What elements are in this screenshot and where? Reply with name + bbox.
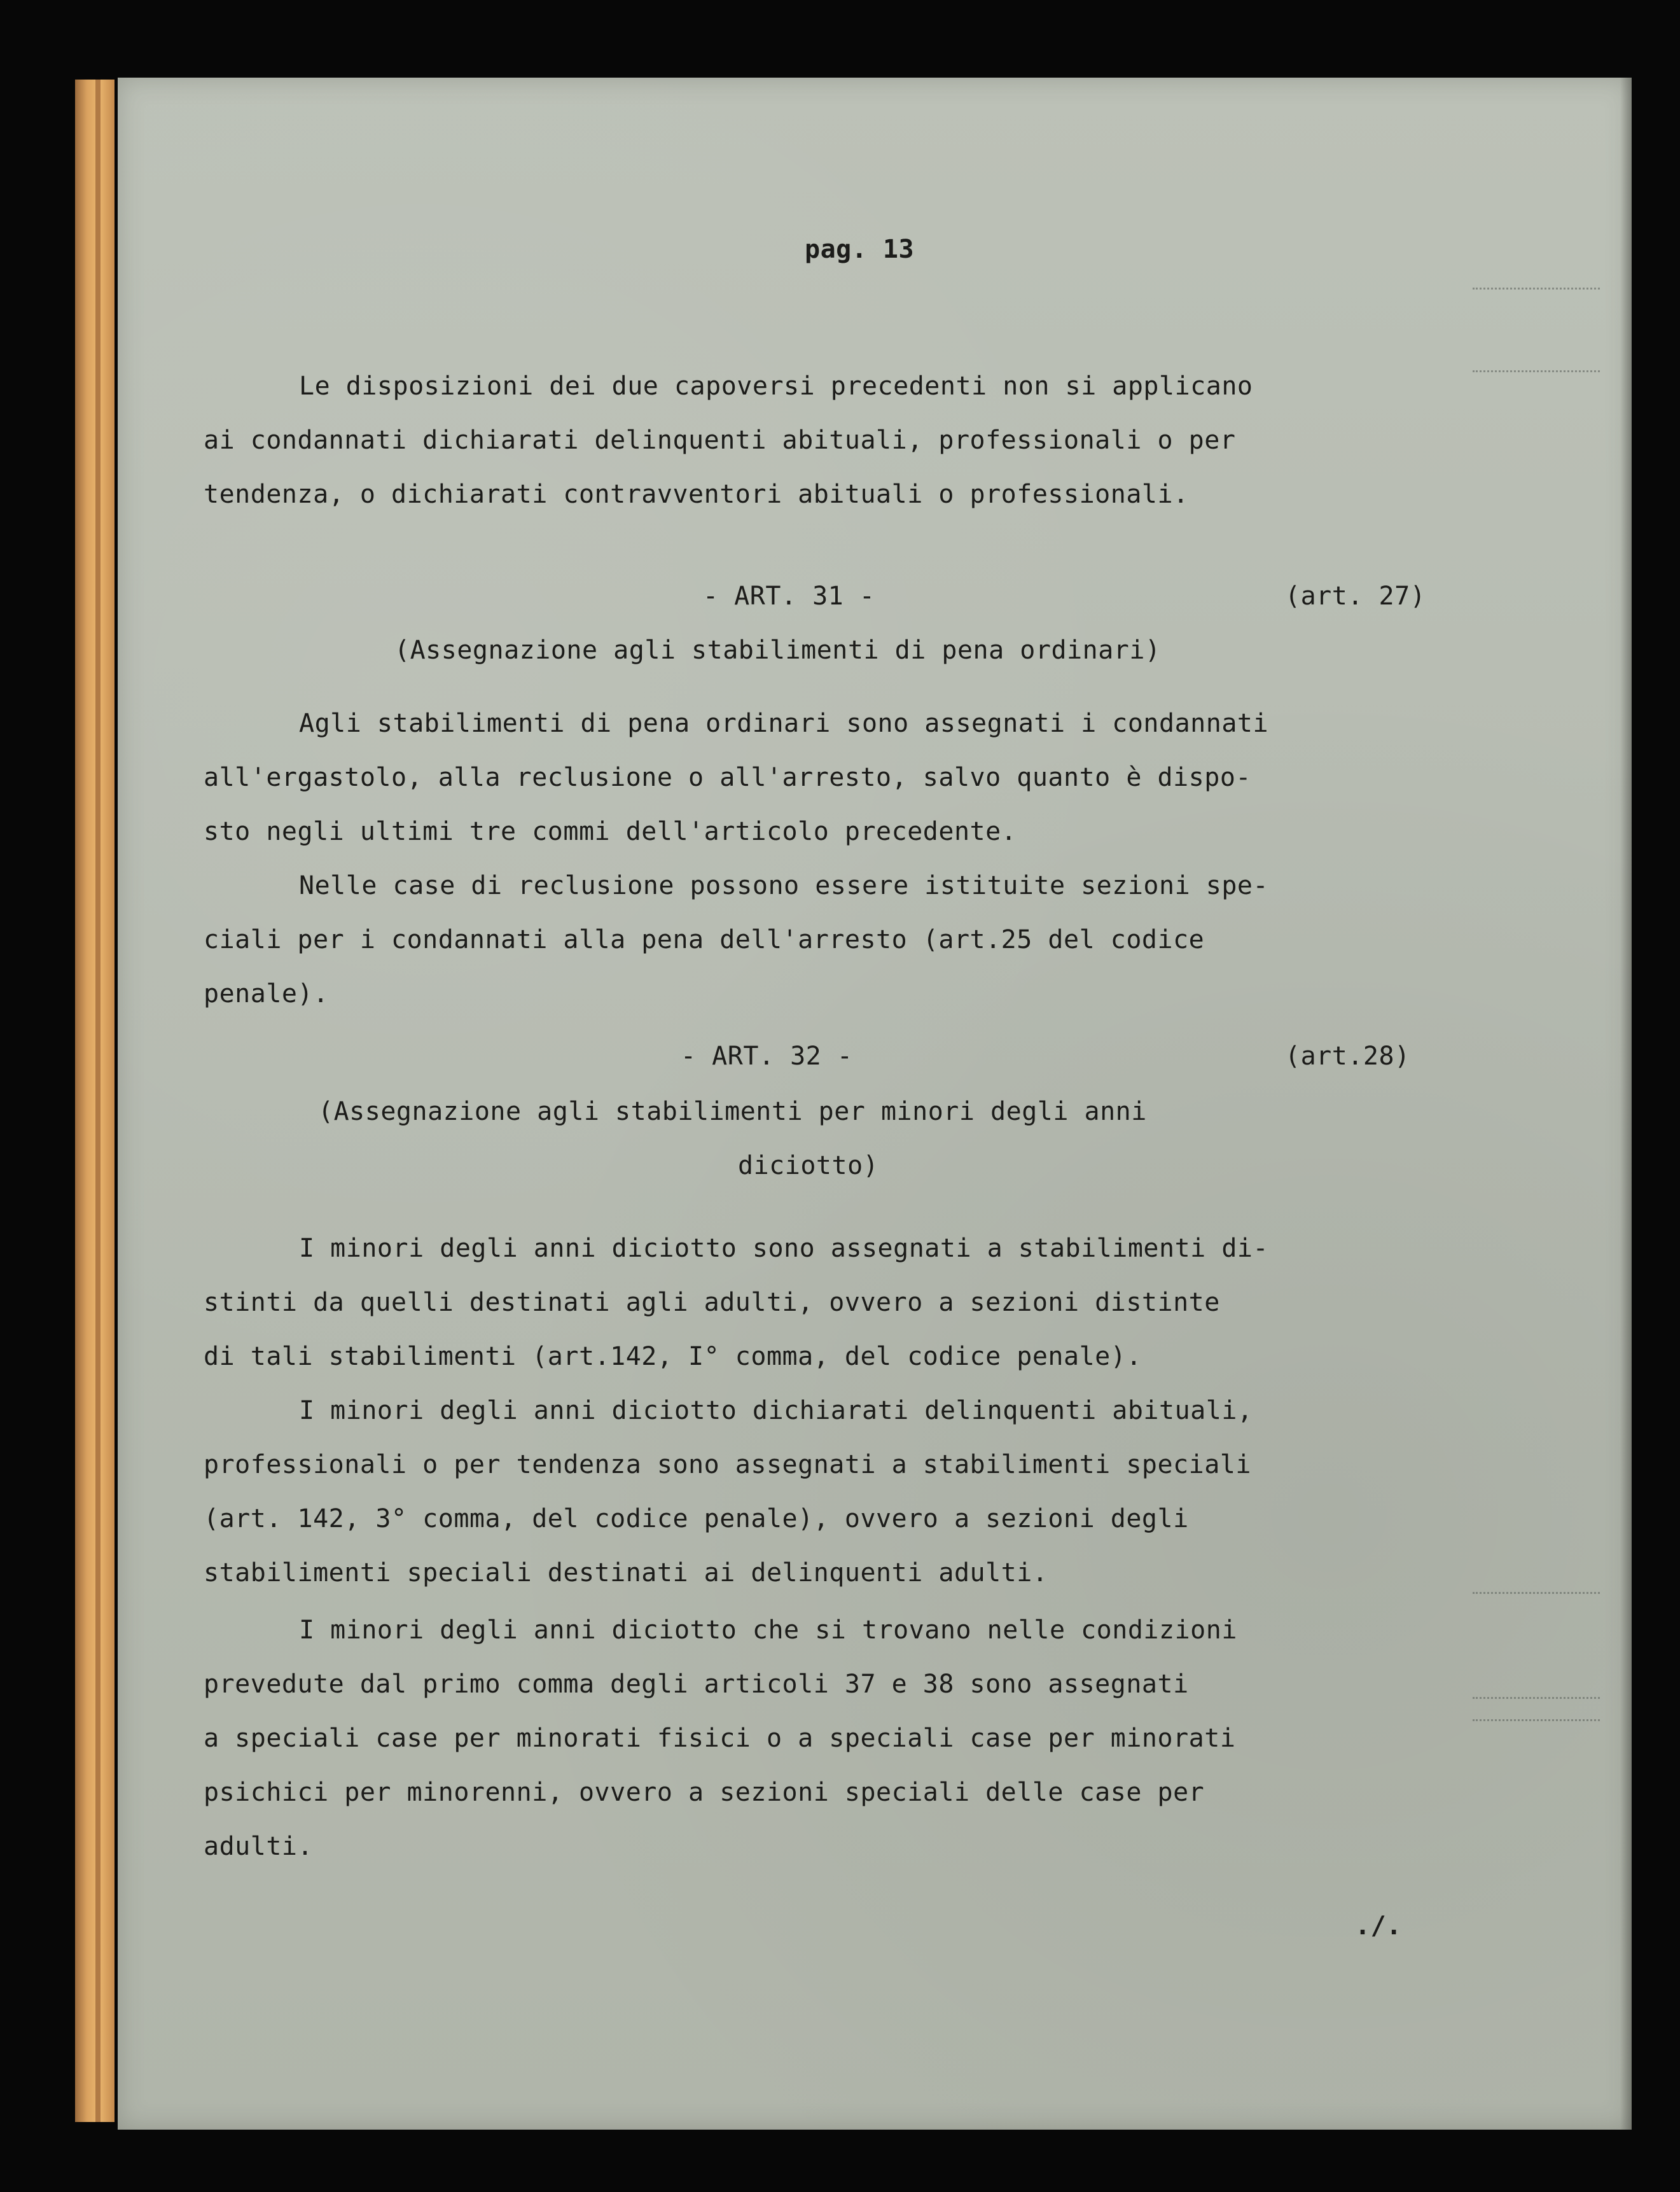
page-edge-shadow [1620, 78, 1632, 2130]
typewritten-page [118, 78, 1632, 2130]
intro-line-2: ai condannati dichiarati delinquenti abituali, professionali o per [204, 426, 1236, 455]
art32-subtitle-line-2: diciotto) [738, 1151, 879, 1180]
art32-para2-line-3: (art. 142, 3° comma, del codice penale), ovvero a sezioni degli [204, 1504, 1189, 1533]
art32-para3-line-3: a speciali case per minorati fisici o a speciali case per minorati [204, 1724, 1236, 1753]
art31-para2-line-2: ciali per i condannati alla pena dell'arresto (art.25 del codice [204, 925, 1205, 954]
margin-mark [1473, 1719, 1600, 1721]
margin-mark [1473, 288, 1600, 290]
intro-line-1: Le disposizioni dei due capoversi precedenti non si applicano [299, 372, 1253, 401]
art31-para1-line-1: Agli stabilimenti di pena ordinari sono assegnati i condannati [299, 709, 1269, 738]
binding-edge [95, 80, 101, 2122]
binding-strip [75, 80, 115, 2122]
art32-para3-line-4: psichici per minorenni, ovvero a sezioni speciali delle case per [204, 1778, 1205, 1807]
art32-para1-line-1: I minori degli anni diciotto sono assegnati a stabilimenti di- [299, 1234, 1269, 1263]
art32-para1-line-2: stinti da quelli destinati agli adulti, ovvero a sezioni distinte [204, 1288, 1220, 1317]
art31-reference: (art. 27) [1285, 582, 1426, 611]
art32-heading: - ART. 32 - [681, 1042, 853, 1071]
intro-line-3: tendenza, o dichiarati contravventori abituali o professionali. [204, 480, 1189, 509]
art32-para2-line-2: professionali o per tendenza sono assegnati a stabilimenti speciali [204, 1450, 1251, 1479]
art32-para2-line-4: stabilimenti speciali destinati ai delinquenti adulti. [204, 1558, 1048, 1588]
margin-mark [1473, 1592, 1600, 1594]
art31-para1-line-3: sto negli ultimi tre commi dell'articolo precedente. [204, 817, 1017, 846]
art32-para2-line-1: I minori degli anni diciotto dichiarati delinquenti abituali, [299, 1396, 1253, 1425]
art32-reference: (art.28) [1285, 1042, 1410, 1071]
art32-para1-line-3: di tali stabilimenti (art.142, I° comma, del codice penale). [204, 1342, 1142, 1371]
art31-para2-line-1: Nelle case di reclusione possono essere istituite sezioni spe- [299, 871, 1269, 900]
continuation-mark: ./. [1355, 1911, 1402, 1941]
art32-para3-line-2: prevedute dal primo comma degli articoli 37 e 38 sono assegnati [204, 1670, 1189, 1699]
margin-mark [1473, 370, 1600, 372]
art31-para2-line-3: penale). [204, 979, 329, 1009]
art32-para3-line-5: adulti. [204, 1832, 314, 1861]
page-number: pag. 13 [805, 235, 915, 264]
art32-subtitle-line-1: (Assegnazione agli stabilimenti per minori degli anni [318, 1097, 1147, 1126]
art31-subtitle: (Assegnazione agli stabilimenti di pena ordinari) [394, 636, 1161, 665]
art32-para3-line-1: I minori degli anni diciotto che si trovano nelle condizioni [299, 1616, 1237, 1645]
art31-para1-line-2: all'ergastolo, alla reclusione o all'arresto, salvo quanto è dispo- [204, 763, 1251, 792]
margin-mark [1473, 1697, 1600, 1699]
art31-heading: - ART. 31 - [703, 582, 875, 611]
